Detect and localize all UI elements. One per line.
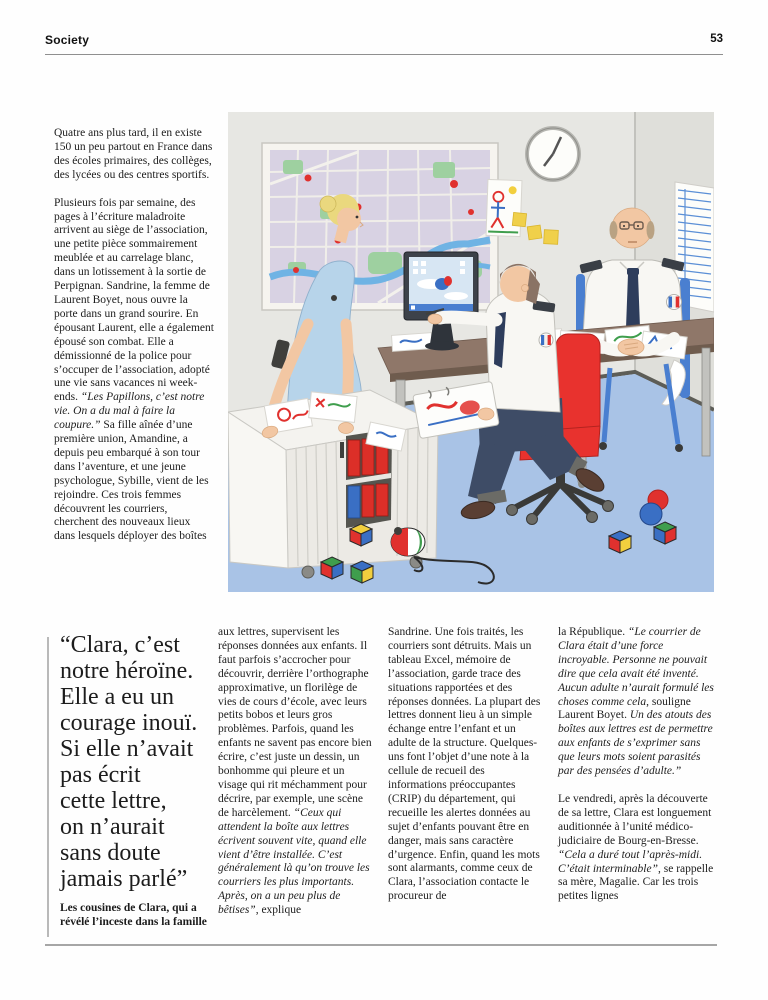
pullquote-text: “Clara, c’est notre héroïne. Elle a eu un courage inouï. Si elle n’avait pas écrit cette lettre, on n’aurait sans doute jamais parlé” [60,632,198,892]
wall-clock-icon [527,128,579,180]
pullquote-attribution: Les cousines de Clara, qui a révélé l’inceste dans la famille [60,902,207,928]
article-column-1: Quatre ans plus tard, il en existe 150 un peu partout en France dans des écoles primaires, des collèges, des lycées ou des centres sportifs. Plusieurs fois par semaine, des pages à l’écriture maladroite arrivent au siège de l’association, une petite pièce sommairement meublée et au carrelage blanc, dans un lotissement à la sortie de Perpignan. Sandrine, la femme de Laurent Boyet, nous ouvre la porte dans un grand sourire. En épousant Laurent, elle a également épousé son combat. Elle a démissionné de la police pour s’occuper de l’association, adopté une vie sans vacances ni week-ends. “Les Papillons, c’est notre vie. On a du mal à faire la coupure.” Sa fille aînée d’une première union, Amandine, a depuis peu embarqué à son tour dans l’aventure, et une jeune psychologue, Sybille, vient de les rejoindre. Ces trois femmes découvrent les courriers, cherchent des nouveaux lieux dans lesquels déployer des boîtes [54,127,214,543]
header-rule [45,54,723,55]
child-drawing-poster [486,179,522,236]
office-illustration [228,112,714,592]
page-number: 53 [710,33,723,45]
article-column-4: la République. “Le courrier de Clara était d’une force incroyable. Personne ne pouvait dire que cela avait été inventé. Aucun adulte n’aurait formulé les choses comme cela, souligne Laurent Boyet. Un des atouts des boîtes aux lettres est de permettre aux enfants de s’exprimer sans que leurs mots soient parasités par des pensées d’adulte.” Le vendredi, après la découverte de sa lettre, Clara est longuement auditionnée à l’unité médico-judiciaire de Bourg-en-Bresse. “Cela a duré tout l’après-midi. C’était interminable”, se rappelle sa mère, Magalie. Car les trois petites lignes [558,626,714,903]
pullquote-rule [47,637,49,937]
pullquote [60,632,230,929]
article-column-3: Sandrine. Une fois traités, les courriers sont détruits. Mais un tableau Excel, mémoire de l’association, garde trace des situations rapportées et des réponses données. La plupart des lettres donnent lieu à un simple échange entre l’enfant et un adulte de la structure. Quelques-uns font l’objet d’une note à la cellule de recueil des informations préoccupantes (CRIP) du département, qui recueille les alertes données au sujet d’enfants pouvant être en danger, mais sans caractère d’urgence. Enfin, quand les mots sont alarmants, comme ceux de Clara, l’association contacte le procureur de [388,626,541,903]
footer-rule [45,944,717,946]
article-column-2: aux lettres, supervisent les réponses données aux enfants. Il faut parfois s’accrocher pour découvrir, derrière l’orthographe approximative, un florilège de vies de cours d’école, avec leurs petits bobos et leurs gros problèmes. Parfois, quand les enfants ne savent pas encore bien écrire, c’est juste un dessin, un bonhomme qui pleure et un visage qui rit méchamment pour décrire, par exemple, une scène de harcèlement. “Ceux qui attendent la boîte aux lettres écrivent souvent vite, quand elle vient d’être installée. C’est généralement là qu’on trouve les courriers les plus importants. Après, on a un peu plus de bêtises”, explique [218,626,372,917]
masthead: Society [45,33,90,47]
